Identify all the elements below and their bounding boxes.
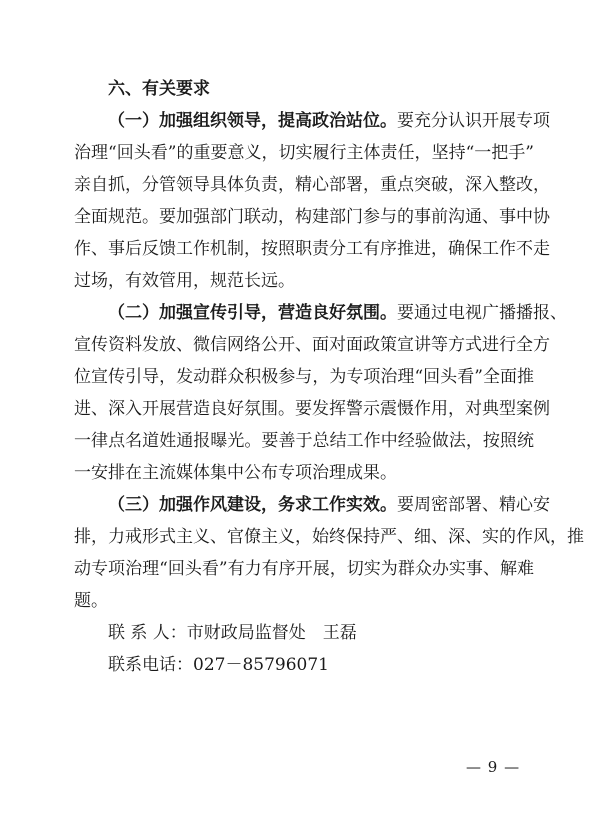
paragraph-3-line-3: 动专项治理“回头看”有力有序开展，切实为群众办实事、解难 <box>74 559 534 579</box>
paragraph-1-line-1-text: 要充分认识开展专项 <box>397 111 550 131</box>
paragraph-1-line-2: 治理“回头看”的重要意义，切实履行主体责任，坚持“一把手” <box>74 143 534 163</box>
paragraph-2-lead: （二）加强宣传引导，营造良好氛围。 <box>108 303 397 323</box>
paragraph-1-line-1 <box>108 111 550 131</box>
paragraph-2-line-3: 位宣传引导，发动群众积极参与，为专项治理“回头看”全面推 <box>74 367 534 387</box>
paragraph-2-line-1-text: 要通过电视广播播报、 <box>397 303 567 323</box>
paragraph-3-line-2: 排，力戒形式主义、官僚主义，始终保持严、细、深、实的作风，推 <box>74 527 584 547</box>
section-heading: 六、有关要求 <box>108 79 210 99</box>
paragraph-2-line-2: 宣传资料发放、微信网络公开、面对面政策宣讲等方式进行全方 <box>74 335 550 355</box>
paragraph-3-line-1 <box>108 495 550 515</box>
paragraph-1-line-6: 过场，有效管用，规范长远。 <box>74 271 295 291</box>
paragraph-2-line-4: 进、深入开展营造良好氛围。要发挥警示震慑作用，对典型案例 <box>74 399 550 419</box>
paragraph-2-line-6: 一安排在主流媒体集中公布专项治理成果。 <box>74 463 397 483</box>
paragraph-2-line-5: 一律点名道姓通报曝光。要善于总结工作中经验做法，按照统 <box>74 431 534 451</box>
paragraph-3-line-1-text: 要周密部署、精心安 <box>397 495 550 515</box>
paragraph-2-line-1 <box>108 303 567 323</box>
paragraph-1-line-3: 亲自抓，分管领导具体负责，精心部署，重点突破，深入整改， <box>74 175 550 195</box>
paragraph-1-lead: （一）加强组织领导，提高政治站位。 <box>108 111 397 131</box>
paragraph-1-line-4: 全面规范。要加强部门联动，构建部门参与的事前沟通、事中协 <box>74 207 550 227</box>
contact-phone: 联系电话：027－85796071 <box>108 655 329 675</box>
contact-person: 联 系 人：市财政局监督处 王磊 <box>108 623 357 643</box>
paragraph-1-line-5: 作、事后反馈工作机制，按照职责分工有序推进，确保工作不走 <box>74 239 550 259</box>
paragraph-3-lead: （三）加强作风建设，务求工作实效。 <box>108 495 397 515</box>
paragraph-3-line-4: 题。 <box>74 591 108 611</box>
page-number: — 9 — <box>466 758 521 776</box>
